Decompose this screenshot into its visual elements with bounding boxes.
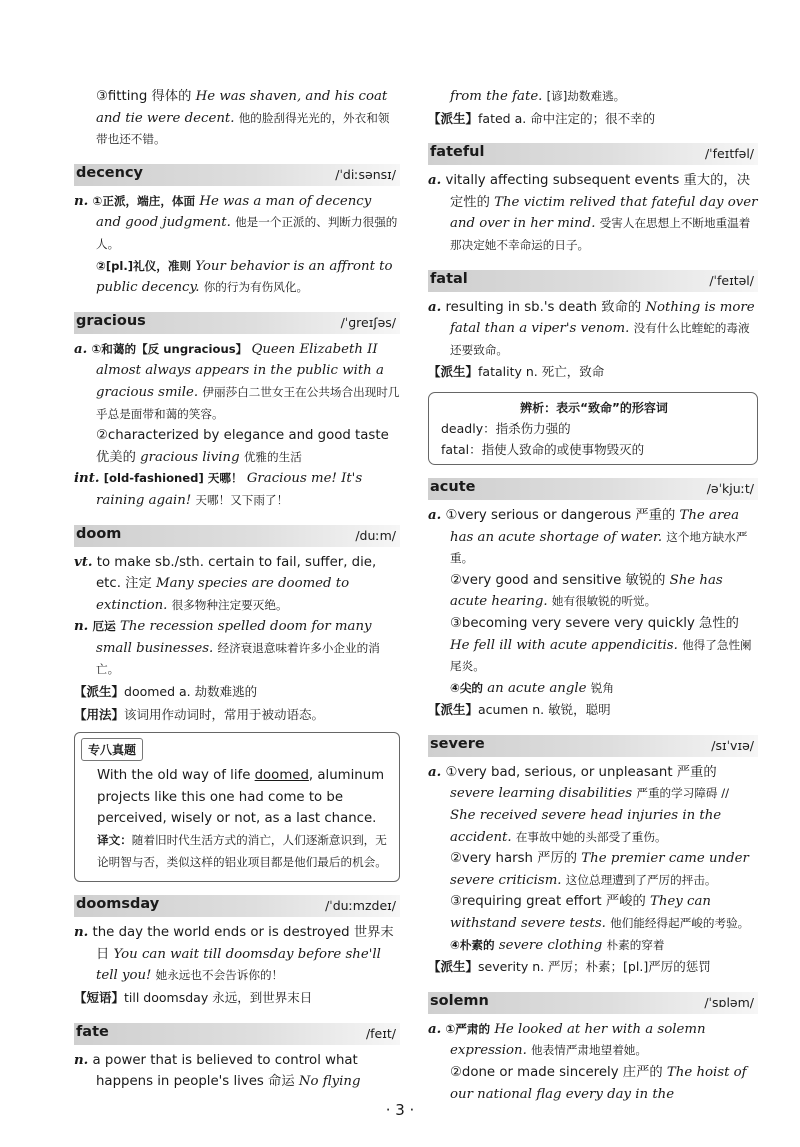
headword-shade <box>74 525 400 547</box>
sense: n. ①正派，端庄，体面 He was a man of decency and good judgment. 他是一个正派的、判断力很强的人。 <box>74 193 398 251</box>
derived-forms: 【派生】doomed a. 劫数难逃的 <box>74 684 258 700</box>
pronunciation: /ˈfeɪtəl/ <box>709 272 754 288</box>
entry-acute <box>428 478 758 722</box>
sense: n. 厄运 The recession spelled doom for many small businesses. 经济衰退意味着许多小企业的消亡。 <box>74 619 380 677</box>
exam-sentence: With the old way of life doomed, aluminum projects like this one had come to be perceived, wisely or not, as a last chance. <box>97 768 385 827</box>
sense: a. ①very bad, serious, or unpleasant 严重的 severe learning disabilities 严重的学习障碍 // She received severe head injuries in the accident. 在事故中她的头部受了重伤。 <box>428 764 730 845</box>
sense: a. ①very serious or dangerous 严重的 The area has an acute shortage of water. 这个地方缺水严重。 <box>428 507 748 566</box>
pronunciation: /ˈdiːsənsɪ/ <box>335 166 396 182</box>
headword-bar <box>428 992 758 1014</box>
headword: fateful <box>430 144 485 161</box>
entry-solemn <box>428 992 758 1105</box>
exam-box <box>74 732 400 882</box>
sense: ②characterized by elegance and good taste 优美的 gracious living 优雅的生活 <box>96 428 389 465</box>
sense: ②very good and sensitive 敏锐的 She has acute hearing. 她有很敏锐的听觉。 <box>450 572 723 610</box>
part-of-speech: int. <box>74 471 100 487</box>
exam-translation: 译文：随着旧时代生活方式的消亡，人们逐渐意识到，无论明智与否，类似这样的铝业项目都是他们最后的机会。 <box>97 833 387 869</box>
pronunciation: /ˈfeɪtfəl/ <box>704 146 754 162</box>
sense: ④朴素的 severe clothing 朴素的穿着 <box>450 937 665 953</box>
sense: vt. to make sb./sth. certain to fail, suffer, die, etc. 注定 Many species are doomed to extinction. 很多物种注定要灭绝。 <box>74 554 377 613</box>
part-of-speech: a. <box>74 341 88 357</box>
pronunciation: /əˈkjuːt/ <box>706 480 754 496</box>
sense: ③becoming very severe very quickly 急性的 He fell ill with acute appendicitis. 他得了急性阑尾炎。 <box>450 615 752 674</box>
headword-bar <box>74 525 400 547</box>
synonym-note-line: fatal：指使人致命的或使事物毁灭的 <box>441 441 645 457</box>
derived-forms: 【派生】acumen n. 敏锐，聪明 <box>428 702 611 718</box>
headword-shade <box>74 1023 400 1045</box>
entry-severe <box>428 735 758 979</box>
exam-box-title: 专八真题 <box>81 738 143 761</box>
part-of-speech: a. <box>428 299 442 315</box>
part-of-speech: a. <box>428 764 442 780</box>
part-of-speech: n. <box>74 619 89 635</box>
entry-doom <box>74 525 400 883</box>
headword: decency <box>76 164 144 181</box>
synonym-note-title: 辨析：表示“致命”的形容词 <box>520 400 668 415</box>
part-of-speech: a. <box>428 1021 442 1037</box>
sense: a. vitally affecting subsequent events 重大的，决定性的 The victim relived that fateful day over and over in her mind. 受害人在思想上不断地重温着那决定她不幸命运的日子。 <box>428 173 758 252</box>
part-of-speech: n. <box>74 925 89 941</box>
sense: ②[pl.]礼仪，准则 Your behavior is an affront to public decency. 你的行为有伤风化。 <box>96 258 393 296</box>
sense: ④尖的 an acute angle 锐角 <box>450 680 614 696</box>
headword: fatal <box>430 270 468 287</box>
part-of-speech: a. <box>428 173 442 189</box>
headword-bar <box>74 895 400 917</box>
synonym-note-box <box>428 392 758 465</box>
part-of-speech: vt. <box>74 554 93 570</box>
headword-bar <box>428 143 758 165</box>
pronunciation: /sɪˈvɪə/ <box>711 737 754 753</box>
sense: a. ①严肃的 He looked at her with a solemn expression. 他表情严肃地望着她。 <box>428 1021 706 1059</box>
headword: severe <box>430 735 485 752</box>
part-of-speech: n. <box>74 193 89 209</box>
sense-text: from the fate. [谚]劫数难逃。 <box>450 89 626 104</box>
entry-fateful <box>428 143 758 256</box>
headword: fate <box>76 1023 109 1040</box>
phrase: 【短语】till doomsday 永远，到世界末日 <box>74 990 313 1005</box>
pronunciation: /duːm/ <box>355 527 396 543</box>
headword-bar <box>428 735 758 757</box>
headword: gracious <box>76 312 146 329</box>
pronunciation: /ˈsɒləm/ <box>704 994 754 1010</box>
usage-note: 【用法】该词用作动词时，常用于被动语态。 <box>74 706 325 722</box>
derived-forms: 【派生】fated a. 命中注定的；很不幸的 <box>428 110 656 126</box>
right-column <box>428 86 758 1105</box>
entry-fitting-continued <box>74 86 400 151</box>
headword-bar <box>74 164 400 186</box>
pronunciation: /feɪt/ <box>365 1025 396 1041</box>
sense: int. [old-fashioned] 天哪！ Gracious me! It's raining again! 天哪！又下雨了！ <box>74 471 363 508</box>
sense: n. the day the world ends or is destroyed 世界末日 You can wait till doomsday before she'll tell you! 她永远也不会告诉你的！ <box>74 925 394 984</box>
headword-bar <box>74 1023 400 1045</box>
entry-doomsday <box>74 895 400 1009</box>
headword-bar <box>74 312 400 334</box>
headword-bar <box>428 270 758 292</box>
left-column <box>74 86 400 1093</box>
sense: ②very harsh 严厉的 The premier came under severe criticism. 这位总理遭到了严厉的抨击。 <box>450 851 749 888</box>
pronunciation: /ˈduːmzdeɪ/ <box>325 898 396 914</box>
sense: n. a power that is believed to control what happens in people's lives 命运 No flying <box>74 1052 361 1090</box>
part-of-speech: a. <box>428 507 442 523</box>
part-of-speech: n. <box>74 1052 89 1068</box>
headword: acute <box>430 478 476 495</box>
sense: a. ①和蔼的【反 ungracious】 Queen Elizabeth II almost always appears in the public with a gracious smile. 伊丽莎白二世女王在公共场合出现时几乎总是面带和蔼的笑容。 <box>74 341 400 421</box>
entry-fate <box>74 1023 400 1093</box>
derived-forms: 【派生】severity n. 严厉；朴素；[pl.]严厉的惩罚 <box>428 959 711 975</box>
synonym-note-line: deadly：指杀伤力强的 <box>441 420 571 436</box>
headword: doomsday <box>76 896 160 913</box>
page-number: · 3 · <box>385 1101 415 1119</box>
headword: solemn <box>430 992 489 1009</box>
sense: ③requiring great effort 严峻的 They can withstand severe tests. 他们能经得起严峻的考验。 <box>450 894 750 932</box>
headword: doom <box>76 525 122 542</box>
entry-gracious <box>74 312 400 512</box>
entry-fate-continued <box>428 86 758 130</box>
sense-text: ③fitting 得体的 He was shaven, and his coat and tie were decent. 他的脸刮得光光的，外衣和领带也还不错。 <box>96 89 390 147</box>
entry-fatal <box>428 270 758 465</box>
sense: ②done or made sincerely 庄严的 The hoist of our national flag every day in the <box>450 1065 747 1102</box>
pronunciation: /ˈɡreɪʃəs/ <box>340 314 396 330</box>
sense: a. resulting in sb.'s death 致命的 Nothing is more fatal than a viper's venom. 没有什么比蝰蛇的毒液还要致命。 <box>428 299 755 357</box>
derived-forms: 【派生】fatality n. 死亡，致命 <box>428 364 605 380</box>
entry-decency <box>74 164 400 299</box>
headword-bar <box>428 478 758 500</box>
